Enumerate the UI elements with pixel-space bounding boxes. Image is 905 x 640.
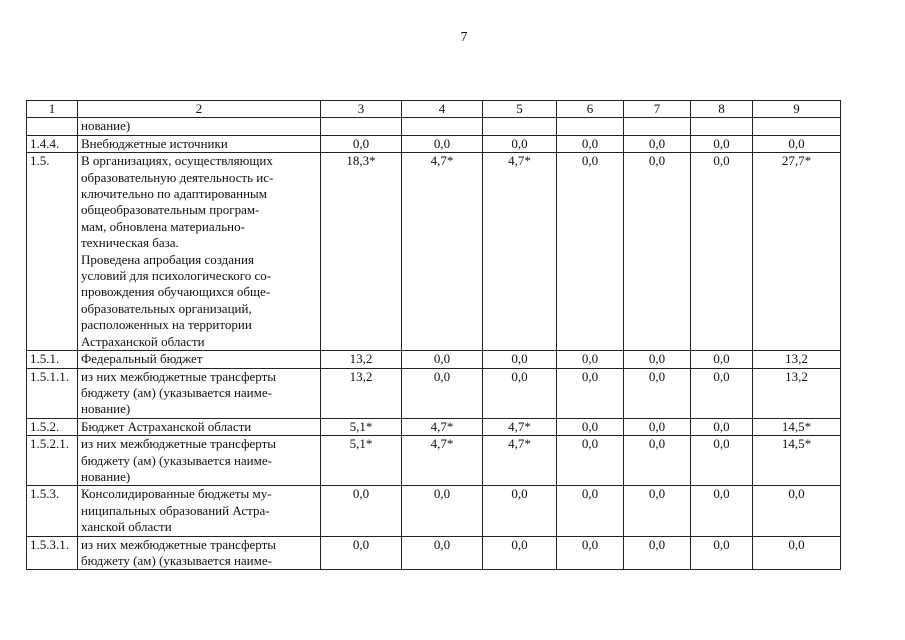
table-row — [27, 436, 841, 486]
value-cell: 4,7* — [483, 153, 557, 351]
row-code: 1.5. — [27, 153, 78, 351]
value-cell: 0,0 — [557, 153, 624, 351]
value-cell: 4,7* — [483, 418, 557, 435]
description-line: из них межбюджетные трансферты — [81, 536, 276, 552]
row-code: 1.5.1. — [27, 351, 78, 368]
column-header: 4 — [402, 101, 483, 118]
value-cell: 0,0 — [753, 486, 841, 536]
value-cell: 0,0 — [624, 486, 691, 536]
value-cell: 0,0 — [624, 368, 691, 418]
table-row — [27, 135, 841, 152]
value-cell: 0,0 — [691, 153, 753, 351]
value-cell: 14,5* — [753, 418, 841, 435]
value-cell: 0,0 — [321, 135, 402, 152]
row-description — [78, 486, 321, 536]
row-code: 1.5.2. — [27, 418, 78, 435]
page-number: 7 — [460, 30, 468, 45]
row-code: 1.5.3. — [27, 486, 78, 536]
value-cell: 27,7* — [753, 153, 841, 351]
header-row — [27, 101, 841, 118]
value-cell: 0,0 — [483, 368, 557, 418]
value-cell: 5,1* — [321, 418, 402, 435]
description-line: нование) — [81, 401, 131, 417]
value-cell — [557, 118, 624, 135]
description-line: Астраханской области — [81, 333, 205, 349]
value-cell: 0,0 — [624, 135, 691, 152]
row-code: 1.5.2.1. — [27, 436, 78, 486]
value-cell: 0,0 — [691, 536, 753, 570]
value-cell: 0,0 — [557, 418, 624, 435]
description-line: Федеральный бюджет — [81, 351, 203, 367]
value-cell: 13,2 — [321, 368, 402, 418]
description-line: провождения обучающихся обще- — [81, 284, 271, 300]
value-cell: 0,0 — [321, 486, 402, 536]
description-line: Проведена апробация создания — [81, 251, 254, 267]
value-cell: 0,0 — [753, 135, 841, 152]
column-header: 6 — [557, 101, 624, 118]
value-cell: 0,0 — [483, 536, 557, 570]
value-cell: 0,0 — [624, 153, 691, 351]
row-code — [27, 118, 78, 135]
description-line: ханской области — [81, 519, 172, 535]
row-description — [78, 436, 321, 486]
value-cell: 4,7* — [402, 153, 483, 351]
description-line: бюджету (ам) (указывается наиме- — [81, 452, 272, 468]
description-line: ключительно по адаптированным — [81, 186, 267, 202]
value-cell: 14,5* — [753, 436, 841, 486]
column-header: 3 — [321, 101, 402, 118]
value-cell: 0,0 — [483, 135, 557, 152]
column-header: 8 — [691, 101, 753, 118]
value-cell: 0,0 — [753, 536, 841, 570]
row-description — [78, 351, 321, 368]
description-line: Консолидированные бюджеты му- — [81, 486, 272, 502]
value-cell: 4,7* — [483, 436, 557, 486]
value-cell: 0,0 — [691, 418, 753, 435]
description-line: образовательных организаций, — [81, 300, 252, 316]
description-line: Внебюджетные источники — [81, 135, 228, 151]
column-header: 7 — [624, 101, 691, 118]
row-description — [78, 368, 321, 418]
value-cell: 0,0 — [402, 536, 483, 570]
value-cell: 4,7* — [402, 436, 483, 486]
description-line: расположенных на территории — [81, 317, 252, 333]
value-cell: 0,0 — [691, 351, 753, 368]
value-cell: 0,0 — [557, 368, 624, 418]
row-code: 1.5.3.1. — [27, 536, 78, 570]
row-code: 1.4.4. — [27, 135, 78, 152]
value-cell — [691, 118, 753, 135]
value-cell — [402, 118, 483, 135]
value-cell — [753, 118, 841, 135]
row-description — [78, 118, 321, 135]
description-line: техническая база. — [81, 235, 179, 251]
description-line: нование) — [81, 118, 131, 134]
description-line: бюджету (ам) (указывается наиме- — [81, 384, 272, 400]
value-cell: 0,0 — [691, 486, 753, 536]
value-cell: 18,3* — [321, 153, 402, 351]
value-cell: 0,0 — [624, 418, 691, 435]
value-cell: 4,7* — [402, 418, 483, 435]
budget-table — [26, 100, 841, 570]
value-cell: 0,0 — [691, 368, 753, 418]
value-cell: 0,0 — [557, 351, 624, 368]
value-cell: 0,0 — [402, 368, 483, 418]
value-cell — [483, 118, 557, 135]
column-header: 1 — [27, 101, 78, 118]
table-row — [27, 118, 841, 135]
column-header: 2 — [78, 101, 321, 118]
table-row — [27, 418, 841, 435]
description-line: условий для психологического со- — [81, 268, 272, 284]
description-line: нование) — [81, 468, 131, 484]
description-line: мам, обновлена материально- — [81, 218, 245, 234]
column-header: 5 — [483, 101, 557, 118]
row-description — [78, 418, 321, 435]
value-cell: 0,0 — [557, 536, 624, 570]
table-row — [27, 486, 841, 536]
value-cell: 13,2 — [753, 351, 841, 368]
description-line: из них межбюджетные трансферты — [81, 368, 276, 384]
value-cell: 0,0 — [321, 536, 402, 570]
description-line: бюджету (ам) (указывается наиме- — [81, 552, 272, 568]
value-cell: 0,0 — [624, 536, 691, 570]
value-cell: 0,0 — [691, 436, 753, 486]
value-cell: 0,0 — [402, 135, 483, 152]
description-line: Бюджет Астраханской области — [81, 418, 252, 434]
value-cell: 0,0 — [557, 436, 624, 486]
value-cell: 0,0 — [691, 135, 753, 152]
value-cell: 13,2 — [753, 368, 841, 418]
value-cell: 0,0 — [624, 436, 691, 486]
description-line: общеобразовательным програм- — [81, 202, 260, 218]
table-row — [27, 153, 841, 351]
table-row — [27, 536, 841, 570]
row-description — [78, 536, 321, 570]
value-cell: 0,0 — [557, 486, 624, 536]
value-cell: 0,0 — [557, 135, 624, 152]
description-line: образовательную деятельность ис- — [81, 169, 274, 185]
row-description — [78, 135, 321, 152]
value-cell: 13,2 — [321, 351, 402, 368]
value-cell — [321, 118, 402, 135]
value-cell: 0,0 — [483, 351, 557, 368]
row-code: 1.5.1.1. — [27, 368, 78, 418]
table-row — [27, 351, 841, 368]
value-cell: 5,1* — [321, 436, 402, 486]
row-description — [78, 153, 321, 351]
value-cell — [624, 118, 691, 135]
value-cell: 0,0 — [402, 351, 483, 368]
value-cell: 0,0 — [402, 486, 483, 536]
column-header: 9 — [753, 101, 841, 118]
description-line: ниципальных образований Астра- — [81, 502, 270, 518]
value-cell: 0,0 — [624, 351, 691, 368]
description-line: В организациях, осуществляющих — [81, 153, 273, 169]
value-cell: 0,0 — [483, 486, 557, 536]
description-line: из них межбюджетные трансферты — [81, 436, 276, 452]
table-body — [27, 118, 841, 570]
table-row — [27, 368, 841, 418]
